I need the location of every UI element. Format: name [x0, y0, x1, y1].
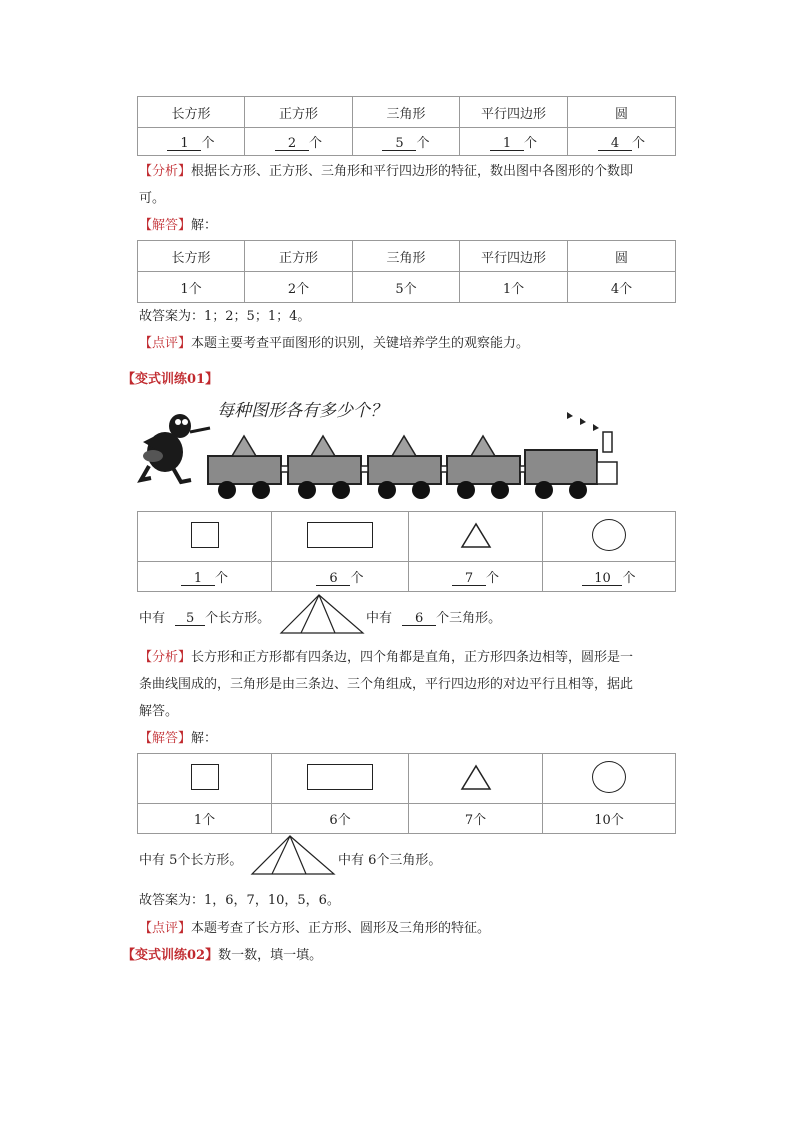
header-square: 正方形 — [245, 241, 353, 272]
circle-icon — [592, 761, 626, 793]
bubble-text: 每种图形各有多少个？ — [217, 401, 387, 421]
triangle-icon — [460, 521, 492, 549]
header-rectangle: 长方形 — [138, 97, 245, 128]
variant-2: 【变式训练02】数一数，填一填。 — [122, 948, 323, 963]
fill-line-1-right: 中有 6 个三角形。 — [366, 611, 502, 626]
answer-table-1 — [137, 96, 676, 156]
analysis-1-cont: 可。 — [139, 191, 166, 206]
answer-blank: 5 — [175, 612, 205, 626]
answer-cell: 1 个 — [138, 128, 245, 156]
square-icon — [191, 522, 219, 548]
answer-2: 故答案为：1，6，7，10，5，6。 — [139, 893, 340, 908]
answer-blank: 6 — [402, 612, 436, 626]
analysis-2-line2: 条曲线围成的，三角形是由三条边、三个角组成，平行四边形的对边平行且相等，据此 — [139, 677, 634, 692]
answer-blank: 2 — [275, 137, 309, 151]
answer-blank: 5 — [382, 137, 416, 151]
value-cell: 1个 — [138, 804, 272, 834]
rectangle-icon — [307, 764, 373, 790]
solution-table-1 — [137, 240, 676, 303]
answer-cell: 2 个 — [245, 128, 353, 156]
analysis-1: 【分析】根据长方形、正方形、三角形和平行四边形的特征，数出图中各图形的个数即 — [139, 164, 634, 179]
answer-cell: 4 个 — [568, 128, 676, 156]
answer-blank: 6 — [316, 572, 350, 586]
fill-line-2-left: 中有 5个长方形。 — [139, 853, 243, 868]
solution-1: 【解答】解： — [139, 218, 218, 233]
header-rectangle: 长方形 — [138, 241, 245, 272]
fan-triangle-figure — [279, 593, 365, 635]
answer-blank: 1 — [490, 137, 524, 151]
value-cell: 10个 — [543, 804, 676, 834]
header-parallelogram: 平行四边形 — [460, 241, 568, 272]
answer-1: 故答案为：1；2；5；1；4。 — [139, 309, 311, 324]
cartoon-character-icon — [141, 414, 210, 482]
value-cell: 1个 — [460, 272, 568, 303]
answer-cell: 5 个 — [353, 128, 460, 156]
value-cell: 6个 — [272, 804, 409, 834]
value-cell: 2个 — [245, 272, 353, 303]
value-cell: 7个 — [409, 804, 543, 834]
fan-triangle-figure-2 — [250, 834, 336, 876]
comment-2: 【点评】本题考查了长方形、正方形、圆形及三角形的特征。 — [139, 921, 491, 936]
analysis-2-line3: 解答。 — [139, 704, 179, 719]
value-cell: 5个 — [353, 272, 460, 303]
fill-line-1: 中有 5 个长方形。 — [139, 611, 271, 626]
answer-blank: 1 — [181, 572, 215, 586]
header-circle: 圆 — [568, 241, 676, 272]
circle-icon — [592, 519, 626, 551]
header-circle: 圆 — [568, 97, 676, 128]
square-icon — [191, 764, 219, 790]
solution-2: 【解答】解： — [139, 731, 218, 746]
train-illustration — [135, 390, 620, 504]
header-square: 正方形 — [245, 97, 353, 128]
fill-line-2-right: 中有 6个三角形。 — [338, 853, 442, 868]
header-triangle: 三角形 — [353, 97, 460, 128]
answer-blank: 1 — [167, 137, 201, 151]
analysis-2: 【分析】长方形和正方形都有四条边，四个角都是直角，正方形四条边相等，圆形是一 — [139, 650, 634, 665]
variant-1-table: 1 个 6 个 7 个 10 个 — [137, 511, 676, 592]
solution-table-2 — [137, 753, 676, 834]
variant-1-title: 【变式训练01】 — [122, 372, 219, 387]
header-parallelogram: 平行四边形 — [460, 97, 568, 128]
header-triangle: 三角形 — [353, 241, 460, 272]
answer-blank: 10 — [582, 572, 622, 586]
answer-blank: 4 — [598, 137, 632, 151]
value-cell: 4个 — [568, 272, 676, 303]
value-cell: 1个 — [138, 272, 245, 303]
answer-cell: 1 个 — [460, 128, 568, 156]
comment-1: 【点评】本题主要考查平面图形的识别，关键培养学生的观察能力。 — [139, 336, 530, 351]
rectangle-icon — [307, 522, 373, 548]
answer-blank: 7 — [452, 572, 486, 586]
triangle-icon — [460, 763, 492, 791]
